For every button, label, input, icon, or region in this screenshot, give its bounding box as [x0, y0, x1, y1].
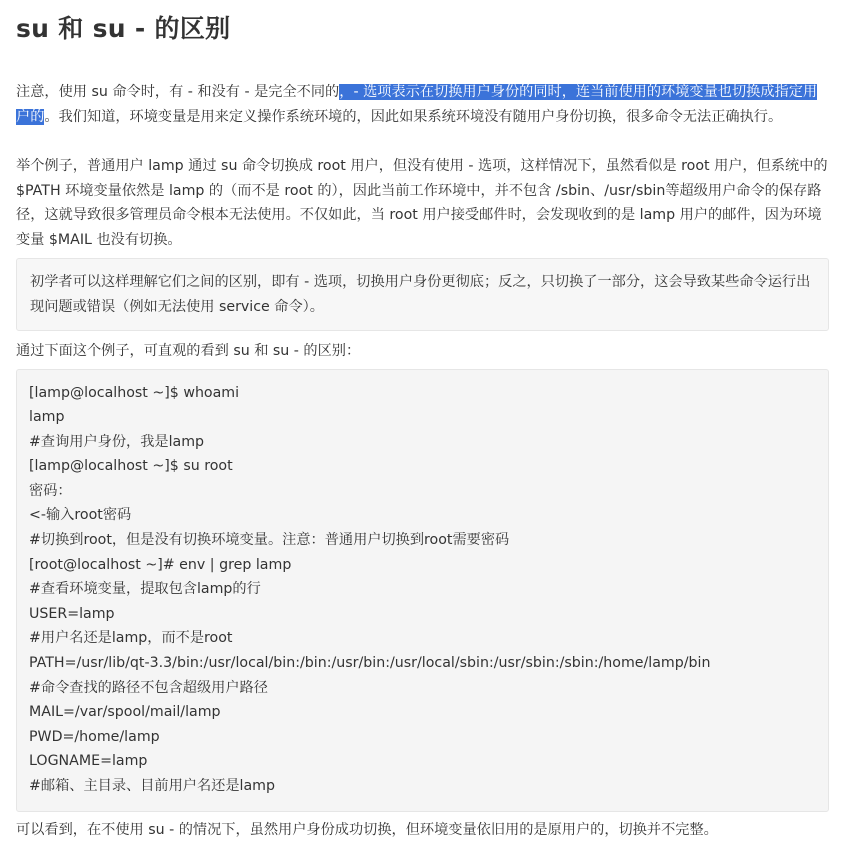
code-line: #邮箱、主目录、目前用户名还是lamp: [29, 778, 275, 794]
code-line: #命令查找的路径不包含超级用户路径: [29, 679, 268, 696]
code-line: <-输入root密码: [29, 507, 132, 524]
intro-text-end: 。我们知道，环境变量是用来定义操作系统环境的，因此如果系统环境没有随用户身份切换，很多命令无法正确执行。: [44, 108, 783, 125]
code-line: LOGNAME=lamp: [29, 753, 148, 770]
code-line: PWD=/home/lamp: [29, 728, 160, 745]
demo-intro-paragraph: 通过下面这个例子，可直观的看到 su 和 su - 的区别：: [16, 343, 361, 359]
code-block[interactable]: [16, 369, 829, 812]
code-line: 密码：: [29, 482, 72, 499]
selected-text-highlight[interactable]: ，- 选项表示在切换用户身份的同时，连当前使用的环境变量也切换成指定用户的: [16, 84, 818, 125]
note-text: 初学者可以这样理解它们之间的区别，即有 - 选项，切换用户身份更彻底；反之，只切换了一部分，这会导致某些命令运行出现问题或错误（例如无法使用 service 命令）。: [30, 274, 811, 315]
code-line: [root@localhost ~]# env | grep lamp: [29, 556, 292, 573]
code-line: [lamp@localhost ~]$ whoami: [29, 384, 240, 401]
code-line: #用户名还是lamp，而不是root: [29, 630, 233, 647]
code-line: #查看环境变量，提取包含lamp的行: [29, 581, 261, 598]
page-title: su 和 su - 的区别: [16, 14, 231, 43]
code-line: [lamp@localhost ~]$ su root: [29, 458, 233, 475]
code-line: #查询用户身份，我是lamp: [29, 433, 205, 450]
intro-paragraph: [16, 80, 828, 129]
note-blockquote: [16, 258, 829, 331]
code-line: #切换到root，但是没有切换环境变量。注意：普通用户切换到root需要密码: [29, 532, 510, 549]
example-paragraph: 举个例子，普通用户 lamp 通过 su 命令切换成 root 用户，但没有使用 - 选项，这样情况下，虽然看似是 root 用户，但系统中的 $PATH 环境变量依然是 lamp 的（而不是 root 的），因此当前工作环境中，并不包含 /sbin、/usr/sbin等超级用户命令的保存路径，这就导致很多管理员命令根本无法使用。不仅如此，当 root 用户接受邮件时，会发现收到的是 lamp 用户的邮件，因为环境变量 $MAIL 也没有切换。: [16, 158, 828, 248]
code-line: lamp: [29, 409, 65, 426]
conclusion-paragraph: 可以看到，在不使用 su - 的情况下，虽然用户身份成功切换，但环境变量依旧用的是原用户的，切换并不完整。: [16, 821, 718, 838]
code-line: MAIL=/var/spool/mail/lamp: [29, 704, 221, 721]
code-line: PATH=/usr/lib/qt-3.3/bin:/usr/local/bin:/bin:/usr/bin:/usr/local/sbin:/usr/sbin:/sbin:/home/lamp/bin: [29, 655, 711, 672]
code-line: USER=lamp: [29, 605, 115, 622]
intro-text-start: 注意，使用 su 命令时，有 - 和没有 - 是完全不同的: [16, 84, 340, 100]
